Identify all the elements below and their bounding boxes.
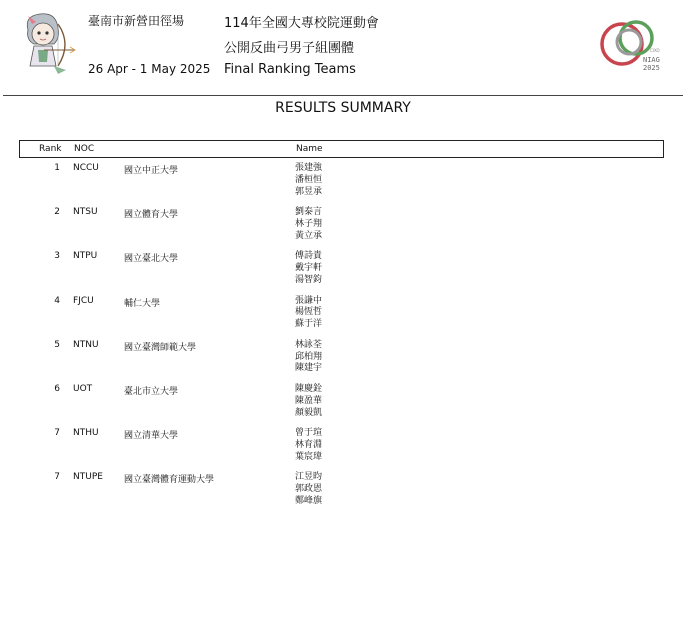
rank-value: 7 — [54, 428, 60, 439]
noc-code: NTUPE — [73, 472, 103, 483]
athlete-list — [295, 384, 322, 419]
athlete-name: 戴宇軒 — [295, 263, 323, 274]
athlete-name: 郭昱承 — [295, 186, 323, 197]
noc-code: NTSU — [73, 207, 98, 218]
table-row — [0, 340, 689, 384]
logo-year-text: 2025 — [643, 64, 660, 72]
athlete-list — [295, 428, 322, 463]
table-row — [0, 428, 689, 472]
athlete-name: 湯智鈞 — [295, 274, 323, 285]
athlete-list — [295, 207, 322, 242]
noc-code: NTPU — [73, 251, 98, 262]
athlete-name: 潘桓恒 — [295, 174, 323, 185]
institution-name: 臺北市立大學 — [124, 386, 179, 397]
athlete-list — [295, 251, 322, 286]
rank-value: 3 — [54, 251, 60, 262]
event-category: 公開反曲弓男子組團體 — [224, 41, 355, 56]
athlete-name: 楊恆哲 — [295, 307, 323, 318]
institution-name: 國立臺灣體育運動大學 — [124, 475, 215, 486]
header-divider — [3, 95, 683, 96]
rank-value: 1 — [54, 163, 60, 173]
column-header-rank: Rank — [39, 144, 62, 154]
results-summary-title: RESULTS SUMMARY — [275, 100, 411, 116]
rank-value: 6 — [54, 383, 60, 394]
institution-name: 國立體育大學 — [124, 210, 179, 221]
institution-name: 國立中正大學 — [124, 166, 179, 176]
athlete-name: 黃立承 — [295, 230, 323, 241]
athlete-name: 林育淵 — [295, 439, 323, 450]
table-row — [0, 207, 689, 251]
institution-name: 國立臺北大學 — [124, 254, 179, 265]
niag-logo — [598, 16, 664, 76]
results-table — [0, 163, 689, 517]
athlete-name: 邱柏翔 — [295, 351, 323, 362]
athlete-name: 鄭峰旗 — [295, 495, 323, 506]
athlete-name: 陳慶銓 — [295, 383, 323, 394]
rank-value: 7 — [54, 472, 60, 483]
table-row — [0, 296, 689, 340]
athlete-name: 江昱昀 — [295, 472, 323, 483]
venue-name: 臺南市新營田徑場 — [88, 14, 185, 28]
table-row — [0, 251, 689, 295]
institution-name: 國立臺灣師範大學 — [124, 342, 197, 353]
athlete-list — [295, 472, 322, 507]
noc-code: UOT — [73, 383, 93, 394]
athlete-list — [295, 296, 322, 331]
rank-value: 2 — [54, 207, 60, 218]
report-title: Final Ranking Teams — [224, 62, 356, 77]
athlete-name: 傅詩貴 — [295, 251, 323, 262]
athlete-name: 陳建宇 — [295, 363, 323, 374]
column-header-name: Name — [296, 144, 323, 154]
table-row — [0, 384, 689, 428]
athlete-name: 張建強 — [295, 163, 323, 173]
event-dates: 26 Apr - 1 May 2025 — [88, 62, 211, 76]
archer-mascot-image — [14, 10, 76, 76]
table-row — [0, 472, 689, 516]
table-row — [0, 163, 689, 207]
athlete-name: 林詠荃 — [295, 339, 323, 350]
noc-code: FJCU — [73, 295, 94, 306]
athlete-name: 郭政恩 — [295, 484, 323, 495]
noc-code: NTHU — [73, 428, 99, 439]
noc-code: NTNU — [73, 339, 99, 350]
institution-name: 國立清華大學 — [124, 431, 179, 442]
rank-value: 5 — [54, 339, 60, 350]
athlete-list — [295, 163, 322, 198]
athlete-name: 林子翔 — [295, 218, 323, 229]
column-header-noc: NOC — [74, 144, 95, 154]
event-title: 114年全國大專校院運動會 — [224, 16, 379, 31]
noc-code: NCCU — [73, 163, 99, 173]
athlete-name: 陳盈華 — [295, 395, 323, 406]
logo-main-text: NIAG — [643, 56, 660, 64]
athlete-name: 張謙中 — [295, 295, 323, 306]
athlete-name: 曾于瑄 — [295, 428, 323, 439]
athlete-name: 顏毅凱 — [295, 407, 323, 418]
athlete-name: 葉宸瑋 — [295, 451, 323, 462]
athlete-name: 蘇于洋 — [295, 319, 323, 330]
logo-small-text: CIXO — [650, 48, 660, 53]
rank-value: 4 — [54, 295, 60, 306]
institution-name: 輔仁大學 — [124, 298, 161, 309]
table-header — [19, 140, 664, 158]
athlete-list — [295, 340, 322, 375]
athlete-name: 劉泰言 — [295, 207, 323, 218]
